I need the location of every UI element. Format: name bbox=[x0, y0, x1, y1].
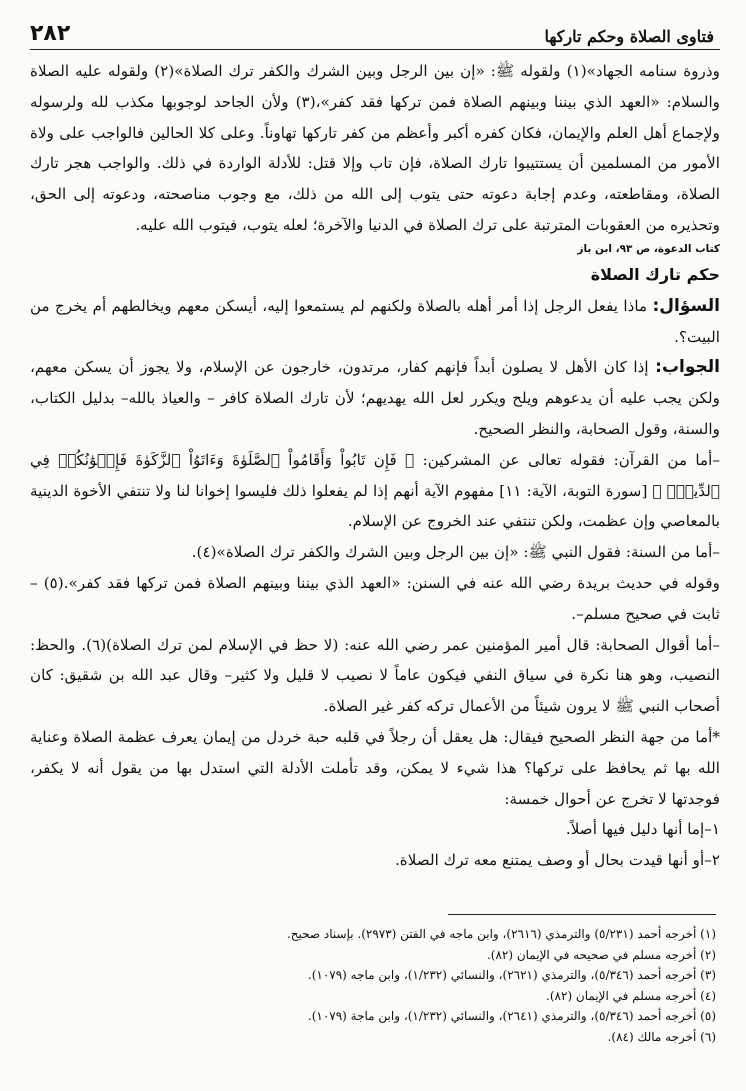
page-body bbox=[30, 56, 720, 876]
paragraph-nazar: *أما من جهة النظر الصحيح فيقال: هل يعقل أن رجلاً في قلبه حبة خردل من إيمان يعرف عظمة الصلاة وعناية الله بها ثم يحافظ على تركها؟ هذا شيء لا يمكن، وقد تأملت الأدلة التي استدل بها من يقول أنه لا يكفر، فوجدتها لا تخرج عن أحوال خمسة: bbox=[30, 727, 720, 808]
source-citation: كتاب الدعوة، ص ٩٣، ابن باز bbox=[577, 242, 720, 255]
question-label: السؤال: bbox=[652, 295, 720, 316]
question-text: ماذا يفعل الرجل إذا أمر أهله بالصلاة ولكنهم لم يستمعوا إليه، أيسكن معهم ويخالطهم أم يخرج من البيت؟. bbox=[30, 296, 720, 346]
footnote: (٦) أخرجه مالك (٨٤). bbox=[607, 1029, 716, 1044]
footnote-separator bbox=[448, 914, 716, 915]
footnote: (٢) أخرجه مسلم في صحيحه في الإيمان (٨٢). bbox=[486, 947, 716, 962]
footnote: (٥) أخرجه أحمد (٥/٣٤٦)، والترمذي (٢٦٤١)، والنسائي (١/٢٣٢)، وابن ماجة (١٠٧٩). bbox=[307, 1009, 716, 1023]
page bbox=[30, 20, 720, 876]
footnote: (٤) أخرجه مسلم في الإيمان (٨٢). bbox=[546, 988, 716, 1003]
running-title: فتاوى الصلاة وحكم تاركها bbox=[544, 27, 714, 46]
footnote: (١) أخرجه أحمد (٥/٢٣١) والترمذي (٢٦١٦)، وابن ماجه في الفتن (٢٩٧٣). بإسناد صحيح. bbox=[286, 927, 716, 941]
paragraph-buraida: وقوله في حديث بريدة رضي الله عنه في السنن: «العهد الذي بيننا وبينهم الصلاة فمن تركها فقد كفر».(٥) –ثابت في صحيح مسلم–. bbox=[30, 573, 720, 623]
paragraph-sahaba: –أما أقوال الصحابة: قال أمير المؤمنين عمر رضي الله عنه: (لا حظ في الإسلام لمن ترك الصلاة)(٦). والحظ: النصيب، وهو هنا نكرة في سياق النفي فيكون عاماً لا نصيب لا قليل ولا كثير– وقال عبد الله بن شقيق: كان أصحاب النبي ﷺ لا يرون شيئاً من الأعمال تركه كفر غير الصلاة. bbox=[30, 635, 720, 716]
paragraph-quran: –أما من القرآن: فقوله تعالى عن المشركين: ﴿ فَإِن تَابُواْ وَأَقَامُواْ ٱلصَّلَوٰةَ وَءَاتَوُاْ ٱلزَّكَوٰةَ فَإِخۡوَٰنُكُمۡ فِي ٱلدِّينِۗ ﴾ [سورة التوبة، الآية: ١١] مفهوم الآية أنهم إذا لم يفعلوا ذلك فليسوا إخوانا لنا ولا تنتفي الأخوة الدينية بالمعاصي وإن عظمت، ولكن تنتفي عند الخروج عن الإسلام. bbox=[30, 450, 720, 531]
question-block bbox=[30, 291, 720, 353]
page-number: ٢٨٢ bbox=[30, 21, 71, 46]
footnotes bbox=[26, 924, 716, 1047]
list-item-2: ٢–أو أنها قيدت بحال أو وصف يمتنع معه ترك الصلاة. bbox=[394, 851, 720, 870]
paragraph-intro: وذروة سنامه الجهاد»(١) ولقوله ﷺ: «إن بين الرجل وبين الشرك والكفر ترك الصلاة»(٢) ولقوله عليه الصلاة والسلام: «العهد الذي بيننا وبينهم الصلاة فمن تركها فقد كفر»،(٣) ولأن الجاحد لوجوبها مكذب لله ولرسوله ولإجماع أهل العلم والإيمان، فكان كفره أكبر وأعظم من كفر تاركها تهاوناً. وعلى كلا الحالين فالواجب على ولاة الأمور من المسلمين أن يستتيبوا تارك الصلاة، فإن تاب وإلا قتل: للأدلة الواردة في ذلك. والواجب هجر تارك الصلاة، ومقاطعته، وعدم إجابة دعوته حتى يتوب إلى الله من ذلك، مع وجوب مناصحته، ودعوته إلى الحق، وتحذيره من العقوبات المترتبة على ترك الصلاة في الدنيا والآخرة؛ لعله يتوب، فيتوب الله عليه. bbox=[30, 62, 720, 234]
answer-label: الجواب: bbox=[655, 357, 721, 378]
list-item-1: ١–إما أنها دليل فيها أصلاً. bbox=[565, 820, 720, 839]
answer-block bbox=[30, 352, 720, 444]
page-header bbox=[30, 20, 720, 50]
footnote: (٣) أخرجه أحمد (٥/٣٤٦)، والترمذي (٢٦٢١)، والنسائي (١/٢٣٢)، وابن ماجه (١٠٧٩). bbox=[307, 968, 716, 982]
section-heading: حكم تارك الصلاة bbox=[590, 264, 720, 284]
answer-text: إذا كان الأهل لا يصلون أبداً فإنهم كفار، مرتدون، خارجون عن الإسلام، ولا يجوز أن يسكن معهم، ولكن يجب عليه أن يدعوهم ويلح ويكرر لعل الله يهديهم؛ لأن تارك الصلاة كافر – والعياذ بالله– بدليل الكتاب، والسنة، وقول الصحابة، والنظر الصحيح. bbox=[30, 358, 720, 438]
paragraph-sunnah: –أما من السنة: فقول النبي ﷺ: «إن بين الرجل وبين الشرك والكفر ترك الصلاة»(٤). bbox=[191, 543, 720, 562]
